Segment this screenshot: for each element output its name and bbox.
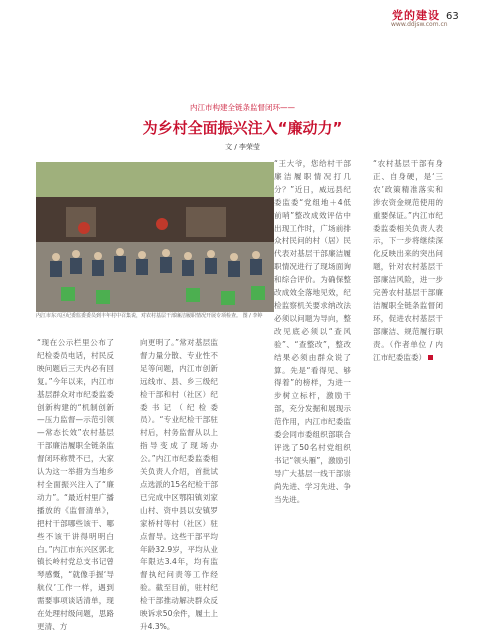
page-number: 63: [446, 11, 459, 22]
article-title: 为乡村全面振兴注入“廉动力”: [142, 119, 343, 137]
column-text-body: “农村基层干部有身正、自身硬，是‘三农’政策精准落实和涉农资金规范使用的重要保证。”内江市纪委监委相关负责人表示，下一步将继续深化反映出来的突出问题，针对农村基层干部廉洁风险，进一步完善农村基层干部廉洁履职全链条监督闭环，促进农村基层干部廉洁、规范履行职责。（作者单位 / 内江市纪委监委）: [373, 159, 443, 362]
column-text: “现在公示栏里公布了纪检委员电话，村民反映问题后三天内必有回复。”今年以来，内江市基层群众对市纪委监委创新构建的“机制创新—压力监督—示范引领—常态长效”农村基层干部廉洁履职全链条监督闭环称赞不已，大家认为这一举措为当地乡村全面振兴注入了“廉动力”。“最近村里广播播放的《监督清单》，把村干部哪些该干、哪些不该干讲得明明白白。”内江市东兴区郭北镇长岭村党总支书记曾琴感慨，“就像手握‘导航仪’工作一样，遇到需要事项谈话清单，现在处理村级问题，思路更清、方: [37, 338, 114, 631]
article-photo: [36, 162, 274, 312]
text-column-4: [373, 158, 443, 365]
column-text: 向更明了。”常对基层监督力量分散、专业性不足等问题，内江市创新远线市、县、乡三级纪检干部和村（社区）纪委书记（纪检委员）。“专业纪检干部驻村后，村务监督从以上指导变成了现场办公。”内江市纪委监委相关负责人介绍，首批试点选派的15名纪检干部已完成中区鄂阳镇刘家山村、资中县以安镇罗家桥村等村（社区）驻点督导。这些干部平均年龄32.9岁，平均从业年限达3.4年，均有监督执纪问责等工作经验。截至目前，驻村纪检干部推动解决群众反映诉求50余件，履土上升4.3%。: [140, 338, 219, 631]
site-url: www.ddjsw.com.cn: [391, 21, 448, 28]
photo-caption: 内江市东兴区纪委监委委员到丰年村中召集说，对农村基层干部廉洁履职情况开展专项检查。 图 / 李婷: [36, 313, 263, 319]
magazine-logo: 党的建设: [392, 9, 440, 22]
text-column-1: [37, 337, 114, 634]
article-kicker: 内江市构建全链条监督闭环——: [190, 103, 295, 112]
text-column-3: [274, 158, 351, 506]
column-text: [373, 158, 443, 365]
column-text: “王大爷，您给村干部廉洁履职情况打几分？”近日，威远县纪委监委“党组地＋4低前哨”整改成效评估中出现工作时，广场前排众村民问的村（居）民代表对基层干部廉洁履职情况进行了现场面询和综合评价。为确保整改成效全落地见效，纪检监察机关要求纳改法必须以问题为导向，整改见底必须以“查风验”、“查整改”，整改结果必须由群众说了算。先是“看得见、够得着”的榜样，为进一步树立标杆，激励干部，充分发掘和展现示范作用，内江市纪委监委会同市委组织部联合评选了50名村党组织书记“领头雁”，激励引导广大基层一线干部崇尚先进、学习先进、争当先进。: [274, 159, 351, 504]
text-column-2: [140, 337, 218, 634]
end-mark-icon: [428, 355, 433, 360]
article-author: 文 / 李荣莹: [225, 143, 260, 151]
